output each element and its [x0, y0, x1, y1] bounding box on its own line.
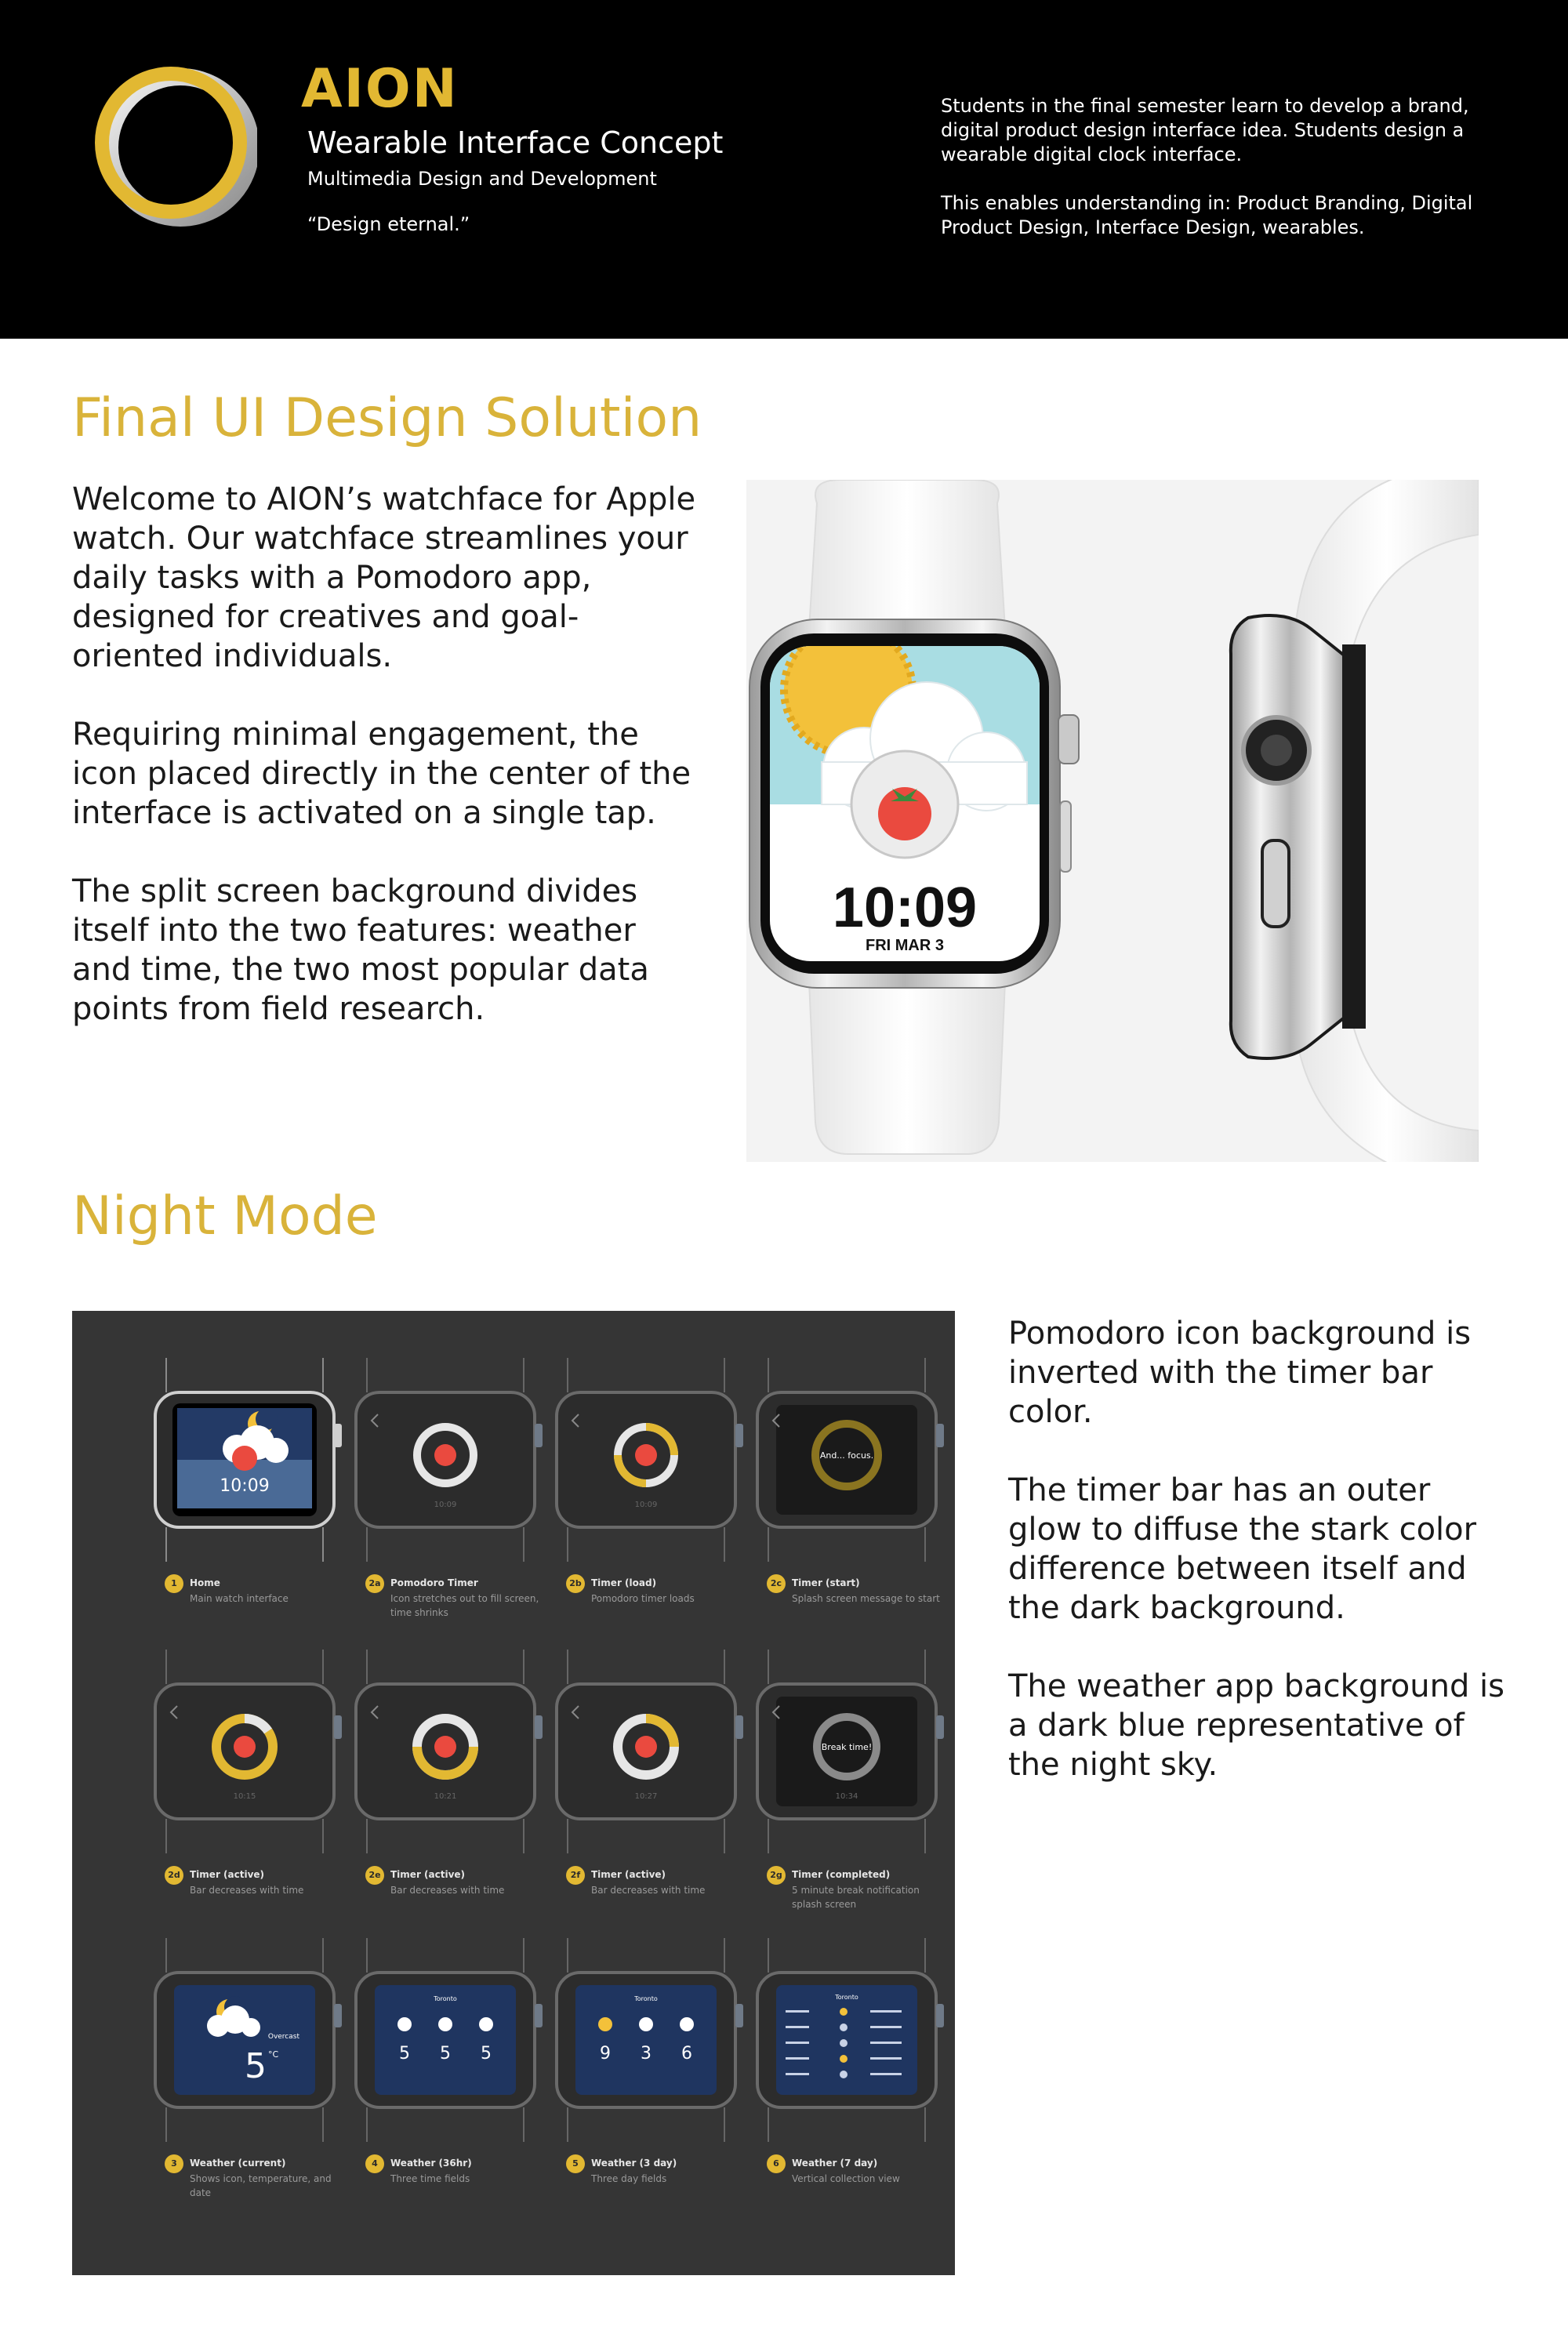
svg-text:Overcast: Overcast [267, 2033, 299, 2041]
step-badge: 2c [767, 1574, 786, 1593]
svg-text:10:09: 10:09 [220, 1476, 270, 1496]
tomato-icon [635, 1444, 657, 1466]
tagline: “Design eternal.” [307, 213, 470, 235]
screen-title: Timer (start) [792, 1577, 860, 1588]
screen-timer-active-1 [143, 1650, 354, 1932]
side-button-icon [1262, 840, 1289, 927]
screen-desc: Splash screen message to start [792, 1593, 940, 1604]
tomato-icon [232, 1446, 257, 1471]
header-description-1: Students in the final semester learn to develop a brand, digital product design interface idea. Students design a wearable digital clock interface. [941, 95, 1469, 165]
night-mode-screens-panel [72, 1311, 955, 2275]
night-mode-heading: Night Mode [72, 1185, 378, 1247]
tomato-icon [434, 1736, 456, 1758]
step-badge: 3 [165, 2154, 183, 2173]
screen-desc: Main watch interface [190, 1593, 289, 1604]
header-description [941, 94, 1490, 240]
step-badge: 2e [365, 1866, 384, 1885]
final-ui-paragraph-2: Requiring minimal engagement, the icon placed directly in the center of the interface is activated on a single tap. [72, 717, 691, 831]
brand-subtitle: Wearable Interface Concept [307, 125, 724, 160]
screen-desc: Three time fields [390, 2173, 470, 2184]
svg-text:Toronto: Toronto [434, 1995, 457, 2002]
final-ui-text [72, 480, 699, 1029]
screen-title: Weather (current) [190, 2158, 286, 2169]
screen-title: Timer (active) [190, 1869, 265, 1880]
step-badge: 2g [767, 1866, 786, 1885]
watchface-date: FRI MAR 3 [866, 937, 944, 954]
screen-title: Timer (load) [591, 1577, 657, 1588]
night-mode-text [1008, 1314, 1510, 1784]
screen-title: Home [190, 1577, 220, 1588]
step-badge: 2f [566, 1866, 585, 1885]
svg-text:5: 5 [440, 2044, 451, 2063]
svg-text:10:09: 10:09 [634, 1501, 658, 1509]
step-badge: 2b [566, 1574, 585, 1593]
svg-text:Toronto: Toronto [634, 1995, 658, 2002]
svg-text:3: 3 [641, 2044, 652, 2063]
step-badge: 5 [566, 2154, 585, 2173]
svg-text:5: 5 [481, 2044, 492, 2063]
step-badge: 4 [365, 2154, 384, 2173]
tomato-icon [434, 1444, 456, 1466]
screen-title: Pomodoro Timer [390, 1577, 478, 1588]
screen-title: Timer (completed) [792, 1869, 891, 1880]
svg-text:Toronto: Toronto [835, 1994, 858, 2001]
step-badge: 6 [767, 2154, 786, 2173]
screen-title: Weather (3 day) [591, 2158, 677, 2169]
watchface-time: 10:09 [832, 877, 978, 939]
screen-desc: Bar decreases with time [390, 1885, 505, 1896]
svg-text:10:09: 10:09 [434, 1501, 457, 1509]
header-banner [0, 0, 1568, 339]
screen-title: Weather (7 day) [792, 2158, 878, 2169]
step-badge: 2d [165, 1866, 183, 1885]
screen-pomodoro-timer [343, 1358, 555, 1640]
svg-text:10:21: 10:21 [434, 1792, 457, 1801]
screen-title: Timer (active) [591, 1869, 666, 1880]
svg-text:°C: °C [268, 2049, 279, 2060]
sun-icon [598, 2017, 612, 2031]
svg-text:10:34: 10:34 [835, 1792, 858, 1801]
screen-desc: Pomodoro timer loads [591, 1593, 695, 1604]
screen-desc: Bar decreases with time [190, 1885, 304, 1896]
svg-text:10:15: 10:15 [233, 1792, 256, 1801]
svg-text:5: 5 [399, 2044, 410, 2063]
svg-text:9: 9 [600, 2044, 611, 2063]
header-description-2: This enables understanding in: Product Branding, Digital Product Design, Interface Design, wearables. [941, 192, 1473, 238]
screen-timer-load [544, 1358, 756, 1640]
screen-timer-active-3 [544, 1650, 756, 1932]
tomato-icon [878, 787, 931, 840]
night-mode-paragraph-1: Pomodoro icon background is inverted with the timer bar color. [1008, 1316, 1472, 1430]
svg-text:6: 6 [681, 2044, 692, 2063]
department-label: Multimedia Design and Development [307, 168, 657, 190]
screen-timer-completed [745, 1650, 956, 1932]
aion-ring-logo-icon [93, 63, 257, 227]
night-mode-paragraph-2: The timer bar has an outer glow to diffuse the stark color difference between itself and the dark background. [1008, 1472, 1477, 1626]
watch-product-render [746, 480, 1479, 1162]
svg-text:And... focus.: And... focus. [819, 1450, 874, 1461]
step-badge: 2a [365, 1574, 384, 1593]
screen-weather-3day [544, 1938, 756, 2220]
tomato-icon [234, 1736, 256, 1758]
screen-desc: Vertical collection view [792, 2173, 900, 2184]
step-badge: 1 [165, 1574, 183, 1593]
final-ui-heading: Final UI Design Solution [72, 387, 702, 449]
final-ui-paragraph-3: The split screen background divides itself into the two features: weather and time, the two most popular data points from field research. [72, 873, 649, 1027]
screen-title: Weather (36hr) [390, 2158, 472, 2169]
screen-weather-36hr [343, 1938, 555, 2220]
svg-text:Break time!: Break time! [821, 1742, 873, 1752]
svg-text:5: 5 [245, 2046, 267, 2086]
screen-desc: Three day fields [591, 2173, 667, 2184]
brand-title: AION [301, 58, 459, 120]
screen-desc: Shows icon, temperature, and date [190, 2173, 332, 2198]
final-ui-paragraph-1: Welcome to AION’s watchface for Apple watch. Our watchface streamlines your daily tasks with a Pomodoro app, designed for creatives and goal-oriented individuals. [72, 481, 696, 674]
screen-weather-7day [745, 1938, 956, 2220]
night-mode-paragraph-3: The weather app background is a dark blue representative of the night sky. [1008, 1668, 1505, 1783]
screen-title: Timer (active) [390, 1869, 466, 1880]
screen-desc: Icon stretches out to fill screen, time shrinks [390, 1593, 539, 1618]
tomato-icon [635, 1736, 657, 1758]
screen-timer-start [745, 1358, 956, 1640]
screen-desc: Bar decreases with time [591, 1885, 706, 1896]
screen-timer-active-2 [343, 1650, 555, 1932]
svg-text:10:27: 10:27 [634, 1792, 658, 1801]
screen-weather-current [143, 1938, 354, 2220]
screen-home [143, 1358, 354, 1640]
screen-desc: 5 minute break notification splash screen [792, 1885, 920, 1910]
